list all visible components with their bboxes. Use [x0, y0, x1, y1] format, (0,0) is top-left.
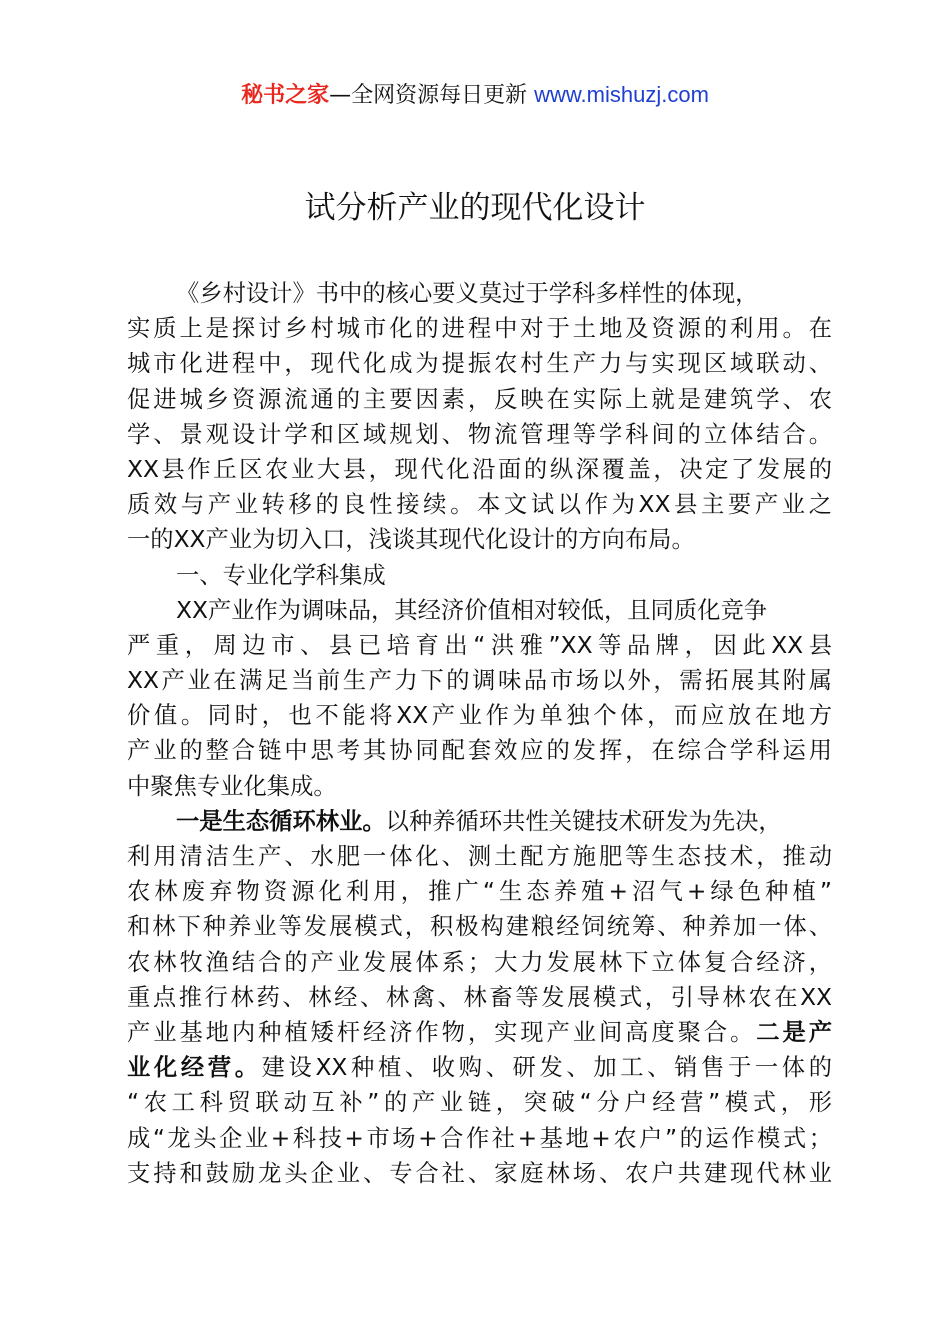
- line-text: 重点推行林药、林经、林禽、林畜等发展模式，引导林农在XX: [127, 983, 832, 1011]
- text-line: [127, 909, 832, 944]
- line-text: 产业基地内种植矮杆经济作物，实现产业间高度聚合。: [127, 1018, 757, 1046]
- bold-lead-text: 二是产: [756, 1018, 833, 1046]
- line-text: XX县作丘区农业大县，现代化沿面的纵深覆盖，决定了发展的: [127, 455, 832, 483]
- line-text: 价值。同时，也不能将XX产业作为单独个体，而应放在地方: [127, 702, 832, 730]
- line-text: 实质上是探讨乡村城市化的进程中对于土地及资源的利用。在: [127, 315, 832, 343]
- text-line: [127, 1050, 832, 1085]
- text-line: [127, 522, 832, 557]
- text-line: [127, 1085, 832, 1120]
- section-heading: [127, 558, 832, 593]
- text-line: [127, 276, 832, 311]
- line-text: 以种养循环共性关键技术研发为先决，: [385, 807, 782, 835]
- line-text: 中聚焦专业化集成。: [127, 772, 337, 800]
- text-line: [127, 1156, 832, 1191]
- text-line: [127, 945, 832, 980]
- line-text: 和林下种养业等发展模式，积极构建粮经饲统筹、种养加一体、: [127, 913, 832, 941]
- text-line: [127, 452, 832, 487]
- line-text: 城市化进程中，现代化成为提振农村生产力与实现区域联动、: [127, 350, 832, 378]
- line-text: 学、景观设计学和区域规划、物流管理等学科间的立体结合。: [127, 420, 832, 448]
- site-url-link[interactable]: www.mishuzj.com: [534, 82, 709, 107]
- text-line: [127, 733, 832, 768]
- line-text: 成“龙头企业+科技+市场+合作社+基地+农户”的运作模式；: [127, 1124, 832, 1152]
- text-line: [127, 417, 832, 452]
- line-text: XX产业作为调味品，其经济价值相对较低，且同质化竞争: [176, 596, 768, 624]
- text-line: [127, 487, 832, 522]
- text-line: [127, 593, 832, 628]
- line-text: 建设XX种植、收购、研发、加工、销售于一体的: [261, 1054, 833, 1082]
- text-line: [127, 628, 832, 663]
- document-body: [127, 276, 832, 1191]
- text-line: [127, 980, 832, 1015]
- line-text: 促进城乡资源流通的主要因素，反映在实际上就是建筑学、农: [127, 385, 832, 413]
- line-text: 质效与产业转移的良性接续。本文试以作为XX县主要产业之: [127, 491, 832, 519]
- text-line: [127, 804, 832, 839]
- text-line: [127, 382, 832, 417]
- text-line: [127, 874, 832, 909]
- line-text: 产业的整合链中思考其协同配套效应的发挥，在综合学科运用: [127, 737, 832, 765]
- text-line: [127, 769, 832, 804]
- line-text: 农林牧渔结合的产业发展体系；大力发展林下立体复合经济，: [127, 948, 832, 976]
- section-heading-text: 一、专业化学科集成: [176, 561, 386, 589]
- text-line: [127, 1121, 832, 1156]
- line-text: 《乡村设计》书中的核心要义莫过于学科多样性的体现，: [176, 280, 759, 307]
- line-text: 一的XX产业为切入口，浅谈其现代化设计的方向布局。: [127, 526, 695, 554]
- text-line: [127, 311, 832, 346]
- line-text: 严重，周边市、县已培育出“洪雅”XX等品牌，因此XX县: [127, 631, 832, 659]
- line-text: 支持和鼓励龙头企业、专合社、家庭林场、农户共建现代林业: [127, 1159, 832, 1187]
- line-text: “农工科贸联动互补”的产业链，突破“分户经营”模式，形: [127, 1089, 832, 1117]
- site-tagline: —全网资源每日更新: [329, 83, 528, 108]
- text-line: [127, 663, 832, 698]
- line-text: 利用清洁生产、水肥一体化、测土配方施肥等生态技术，推动: [127, 843, 832, 870]
- text-line: [127, 839, 832, 874]
- bold-lead-text: 一是生态循环林业。: [176, 807, 386, 835]
- text-line: [127, 698, 832, 733]
- text-line: [127, 346, 832, 381]
- text-line: [127, 1015, 832, 1050]
- site-brand: 秘书之家: [241, 83, 330, 108]
- bold-lead-text: 业化经营。: [127, 1054, 262, 1082]
- site-header: [0, 80, 950, 111]
- line-text: 农林废弃物资源化利用，推广“生态养殖+沼气+绿色种植”: [127, 878, 832, 906]
- document-title: 试分析产业的现代化设计: [304, 190, 646, 226]
- line-text: XX产业在满足当前生产力下的调味品市场以外，需拓展其附属: [127, 667, 832, 695]
